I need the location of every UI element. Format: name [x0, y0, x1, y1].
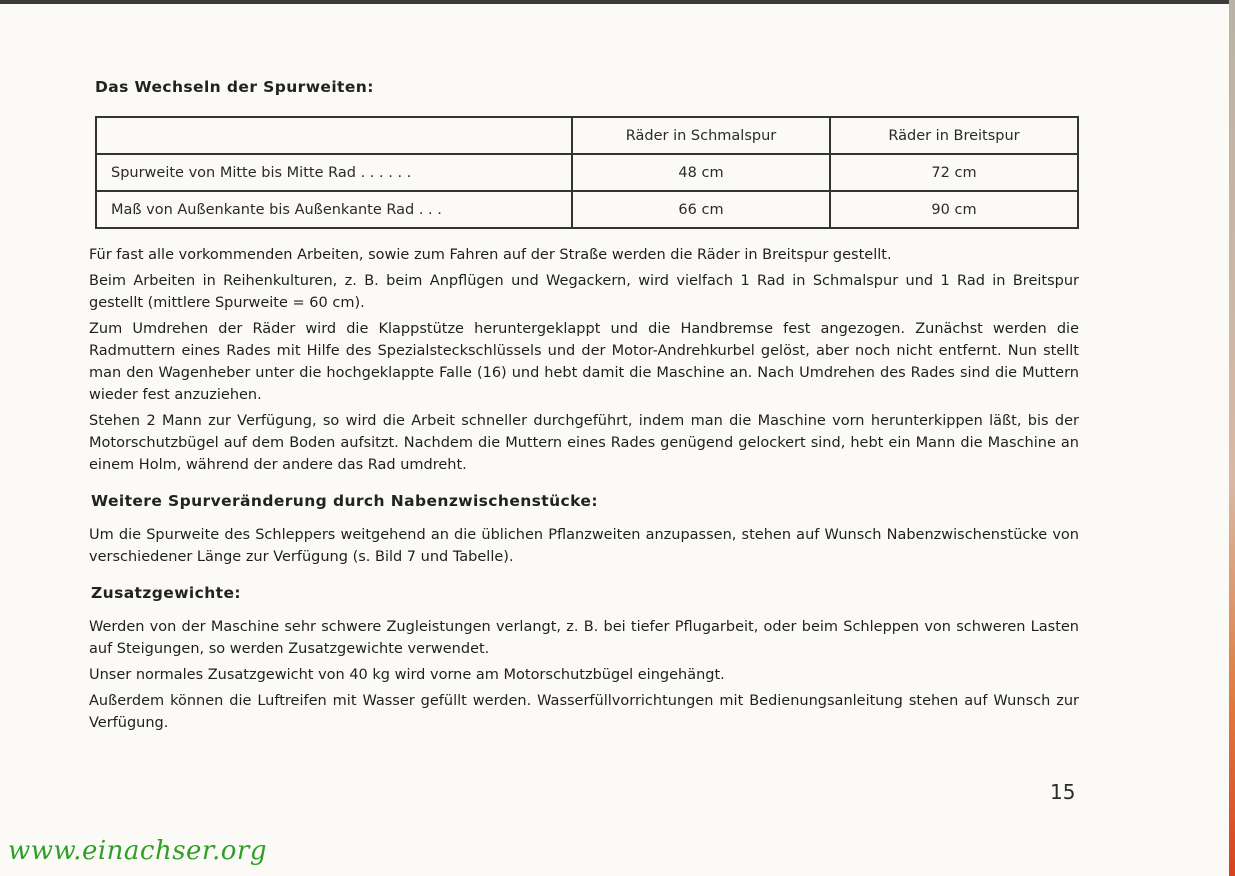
table-header-empty: [96, 117, 572, 154]
table-header-row: [96, 117, 1078, 154]
paragraph: Für fast alle vorkommenden Arbeiten, sowie zum Fahren auf der Straße werden die Räder in Breitspur gestellt.: [89, 247, 892, 263]
paragraph: Beim Arbeiten in Reihenkulturen, z. B. beim Anpflügen und Wegackern, wird vielfach 1 Rad in Schmalspur und 1 Rad in Breitspur gestellt (mittlere Spurweite = 60 cm).: [89, 273, 1079, 311]
table-cell-narrow: 66 cm: [572, 191, 830, 228]
scan-top-edge: [0, 0, 1235, 4]
table-row-label: Maß von Außenkante bis Außenkante Rad . . .: [96, 191, 572, 228]
manual-page: [89, 68, 1079, 731]
paragraph: Zum Umdrehen der Räder wird die Klappstütze heruntergeklappt und die Handbremse fest angezogen. Zunächst werden die Radmuttern eines Rades mit Hilfe des Spezialsteckschlüssels und der Motor-Andrehkurbel gelöst, aber noch nicht entfernt. Nun stellt man den Wagenheber unter die hochgeklappte Falle (16) und hebt damit die Maschine an. Nach Umdrehen des Rades sind die Muttern wieder fest anzuziehen.: [89, 321, 1079, 403]
table-row-label: Spurweite von Mitte bis Mitte Rad . . . . . .: [96, 154, 572, 191]
table-cell-narrow: 48 cm: [572, 154, 830, 191]
table-cell-wide: 90 cm: [830, 191, 1078, 228]
heading-track-width: Das Wechseln der Spurweiten:: [95, 78, 374, 96]
track-width-table: [95, 116, 1079, 229]
heading-hub-spacers: Weitere Spurveränderung durch Nabenzwischenstücke:: [91, 492, 598, 510]
table-header-narrow: Räder in Schmalspur: [572, 117, 830, 154]
heading-additional-weights: Zusatzgewichte:: [91, 584, 241, 602]
scan-right-edge: [1229, 0, 1235, 876]
table-row: [96, 191, 1078, 228]
paragraph: Unser normales Zusatzgewicht von 40 kg wird vorne am Motorschutzbügel eingehängt.: [89, 667, 725, 683]
watermark-url: www.einachser.org: [8, 836, 267, 866]
paragraph: Werden von der Maschine sehr schwere Zugleistungen verlangt, z. B. bei tiefer Pflugarbeit, oder beim Schleppen von schweren Lasten auf Steigungen, so werden Zusatzgewichte verwendet.: [89, 619, 1079, 657]
table-header-wide: Räder in Breitspur: [830, 117, 1078, 154]
paragraph: Außerdem können die Luftreifen mit Wasser gefüllt werden. Wasserfüllvorrichtungen mit Bedienungsanleitung stehen auf Wunsch zur Verfügung.: [89, 693, 1079, 731]
paragraph: Stehen 2 Mann zur Verfügung, so wird die Arbeit schneller durchgeführt, indem man die Maschine vorn herunterkippen läßt, bis der Motorschutzbügel auf dem Boden aufsitzt. Nachdem die Muttern eines Rades genügend gelockert sind, hebt ein Mann die Maschine an einem Holm, während der andere das Rad umdreht.: [89, 413, 1079, 473]
table-row: [96, 154, 1078, 191]
body-text: [89, 244, 1079, 738]
table-cell-wide: 72 cm: [830, 154, 1078, 191]
paragraph: Um die Spurweite des Schleppers weitgehend an die üblichen Pflanzweiten anzupassen, stehen auf Wunsch Nabenzwischenstücke von verschiedener Länge zur Verfügung (s. Bild 7 und Tabelle).: [89, 527, 1079, 565]
page-number: 15: [1050, 780, 1076, 804]
